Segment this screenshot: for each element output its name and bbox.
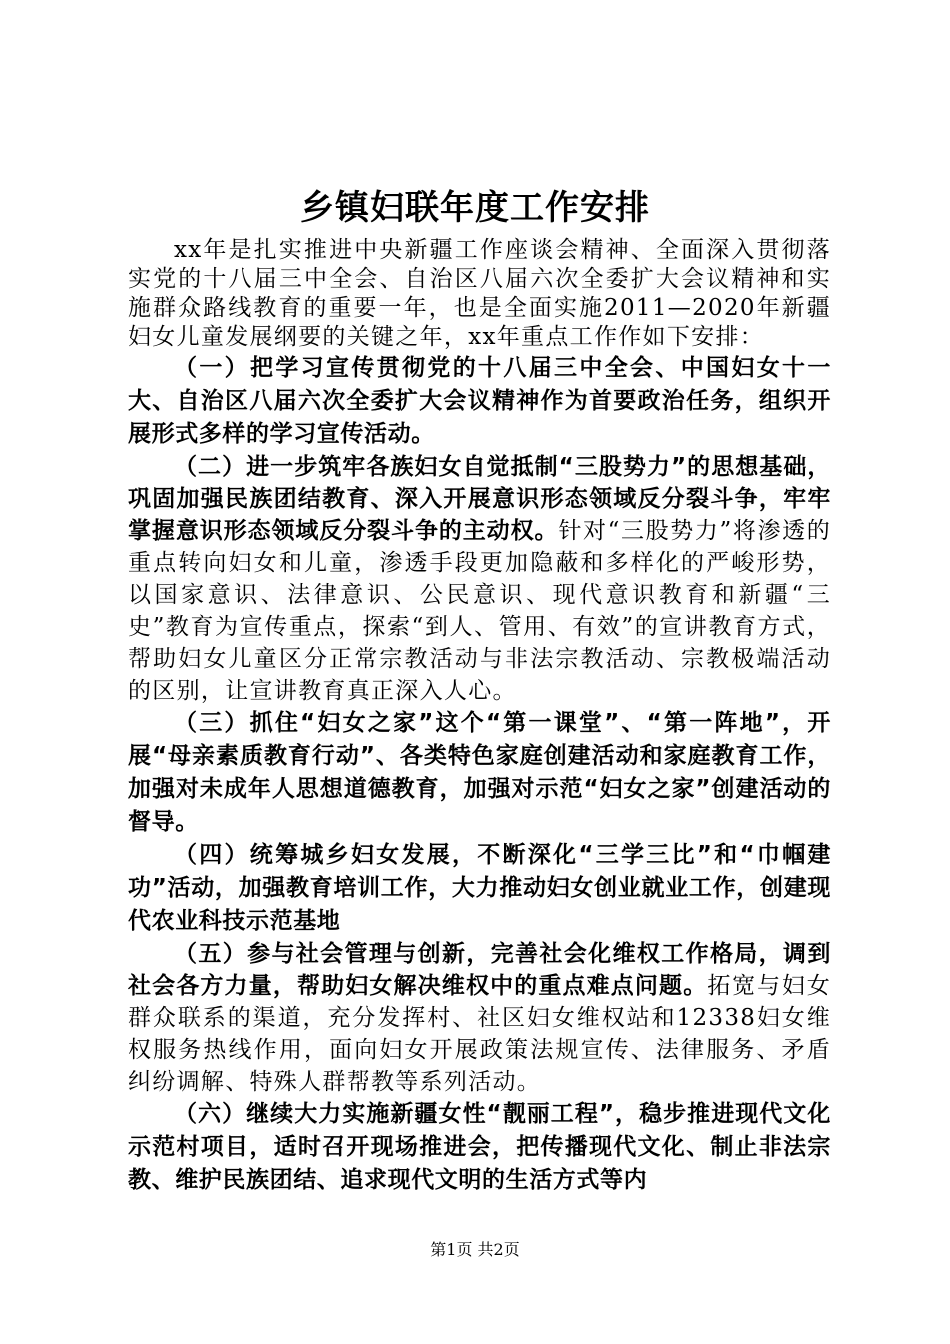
item-5-paragraph (128, 938, 831, 1098)
item-5-bold-text: （五）参与社会管理与创新，完善社会化维权工作格局，调到社会各方力量，帮助妇女解决维权中的重点难点问题。 (128, 941, 831, 999)
document-body (128, 236, 831, 1197)
item-3-paragraph: （三）抓住“妇女之家”这个“第一课堂”、“第一阵地”，开展“母亲素质教育行动”、各类特色家庭创建活动和家庭教育工作，加强对未成年人思想道德教育，加强对示范“妇女之家”创建活动的督导。 (128, 710, 831, 835)
document-title: 乡镇妇联年度工作安排 (300, 188, 650, 228)
item-5-light-text: 拓宽与妇女群众联系的渠道，充分发挥村、社区妇女维权站和12338妇女维权服务热线作用，面向妇女开展政策法规宣传、法律服务、矛盾纠纷调解、特殊人群帮教等系列活动。 (128, 973, 831, 1095)
item-2-paragraph (128, 451, 831, 707)
item-6-paragraph: （六）继续大力实施新疆女性“靓丽工程”，稳步推进现代文化示范村项目，适时召开现场推进会，把传播现代文化、制止非法宗教、维护民族团结、追求现代文明的生活方式等内 (128, 1101, 831, 1193)
item-1-paragraph: （一）把学习宣传贯彻党的十八届三中全会、中国妇女十一大、自治区八届六次全委扩大会议精神作为首要政治任务，组织开展形式多样的学习宣传活动。 (128, 355, 831, 447)
intro-paragraph: xx年是扎实推进中央新疆工作座谈会精神、全面深入贯彻落实党的十八届三中全会、自治区八届六次全委扩大会议精神和实施群众路线教育的重要一年，也是全面实施2011—2020年新疆妇女儿童发展纲要的关键之年，xx年重点工作作如下安排： (128, 237, 831, 350)
item-2-light-text: 针对“三股势力”将渗透的重点转向妇女和儿童，渗透手段更加隐蔽和多样化的严峻形势，以国家意识、法律意识、公民意识、现代意识教育和新疆“三史”教育为宣传重点，探索“到人、管用、有效”的宣讲教育方式，帮助妇女儿童区分正常宗教活动与非法宗教活动、宗教极端活动的区别，让宣讲教育真正深入人心。 (128, 518, 831, 704)
item-4-paragraph: （四）统筹城乡妇女发展，不断深化“三学三比”和“巾帼建功”活动，加强教育培训工作，大力推动妇女创业就业工作，创建现代农业科技示范基地 (128, 842, 831, 934)
item-2-bold-text: （二）进一步筑牢各族妇女自觉抵制“三股势力”的思想基础，巩固加强民族团结教育、深入开展意识形态领域反分裂斗争，牢牢掌握意识形态领域反分裂斗争的主动权。 (128, 454, 831, 544)
page-number-footer: 第1页 共2页 (430, 1240, 520, 1259)
